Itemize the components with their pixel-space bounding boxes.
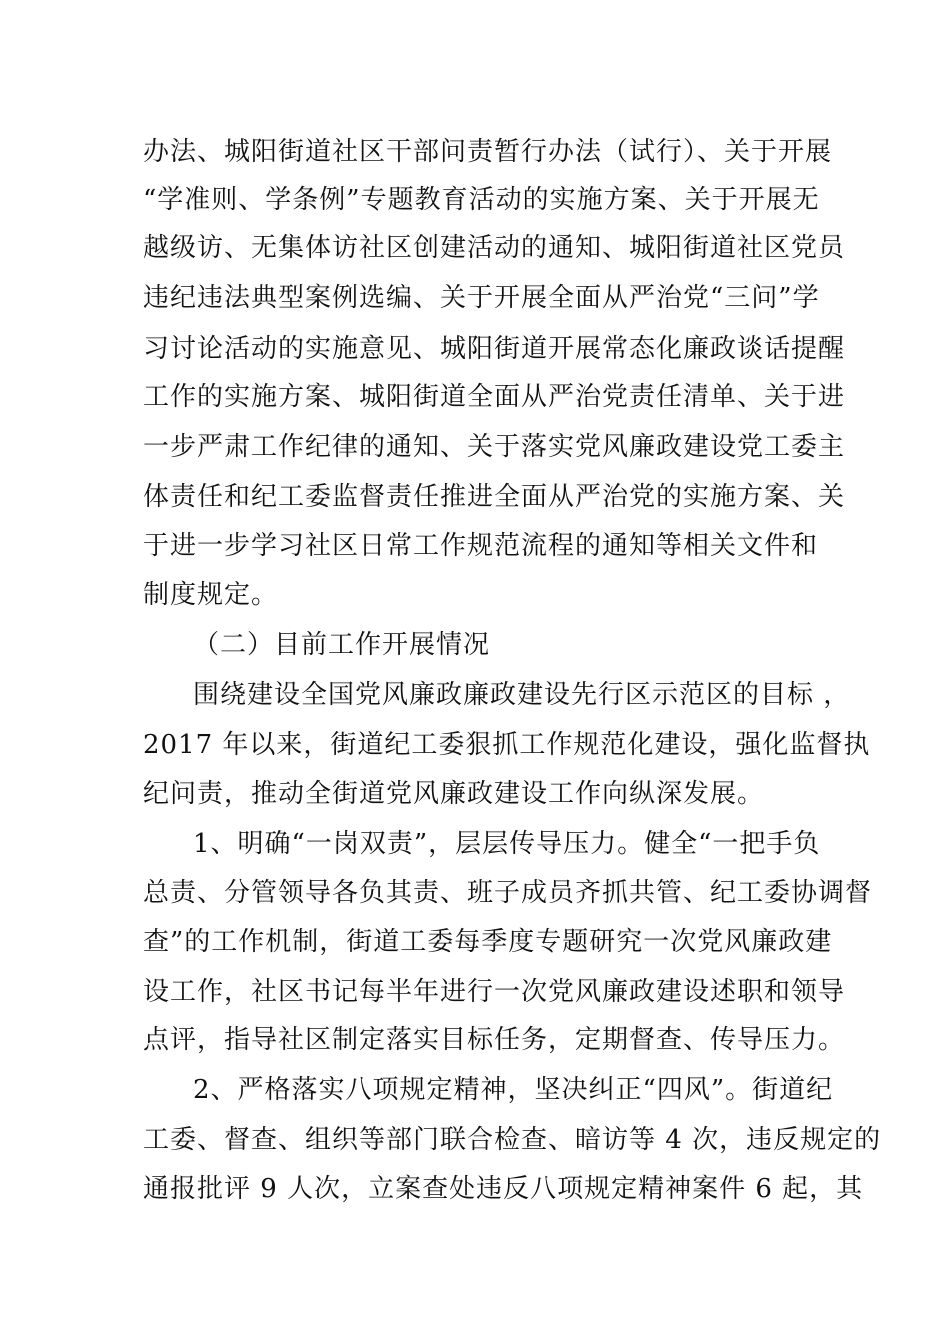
body-text-line: 围绕建设全国党风廉政廉政建设先行区示范区的目标 ， <box>193 680 851 710</box>
body-text-line: 办法、城阳街道社区干部问责暂行办法（试行）、关于开展 <box>143 137 833 167</box>
body-text-line: 制度规定。 <box>143 580 279 610</box>
body-text-line: 工作的实施方案、城阳街道全面从严治党责任清单、关于进 <box>143 382 846 412</box>
body-text-line: 总责、分管领导各负其责、班子成员齐抓共管、纪工委协调督 <box>143 878 873 908</box>
body-text-line: 2、严格落实八项规定精神，坚决纠正“四风”。街道纪 <box>193 1075 834 1105</box>
body-text-line: “学准则、学条例”专题教育活动的实施方案、关于开展无 <box>143 185 820 215</box>
body-text-line: 查”的工作机制，街道工委每季度专题研究一次党风廉政建 <box>143 927 833 957</box>
body-text-line: 纪问责，推动全街道党风廉政建设工作向纵深发展。 <box>143 779 765 809</box>
body-text-line: 一步严肃工作纪律的通知、关于落实党风廉政建设党工委主 <box>143 432 846 462</box>
section-heading: （二）目前工作开展情况 <box>193 630 491 660</box>
body-text-line: 违纪违法典型案例选编、关于开展全面从严治党“三问”学 <box>143 283 820 313</box>
body-text-line: 越级访、无集体访社区创建活动的通知、城阳街道社区党员 <box>143 233 846 263</box>
body-text-line: 点评，指导社区制定落实目标任务，定期督查、传导压力。 <box>143 1025 846 1055</box>
body-text-line: 设工作，社区书记每半年进行一次党风廉政建设述职和领导 <box>143 977 846 1007</box>
body-text-line: 通报批评 9 人次，立案查处违反八项规定精神案件 6 起，其 <box>143 1174 864 1204</box>
body-text-line: 2017 年以来，街道纪工委狠抓工作规范化建设，强化监督执 <box>143 730 871 760</box>
body-text-line: 于进一步学习社区日常工作规范流程的通知等相关文件和 <box>143 531 819 561</box>
body-text-line: 工委、督查、组织等部门联合检查、暗访等 4 次，违反规定的 <box>143 1125 882 1155</box>
body-text-line: 体责任和纪工委监督责任推进全面从严治党的实施方案、关 <box>143 482 846 512</box>
body-text-line: 习讨论活动的实施意见、城阳街道开展常态化廉政谈话提醒 <box>143 334 846 364</box>
body-text-line: 1、明确“一岗双责”，层层传导压力。健全“一把手负 <box>193 829 821 859</box>
